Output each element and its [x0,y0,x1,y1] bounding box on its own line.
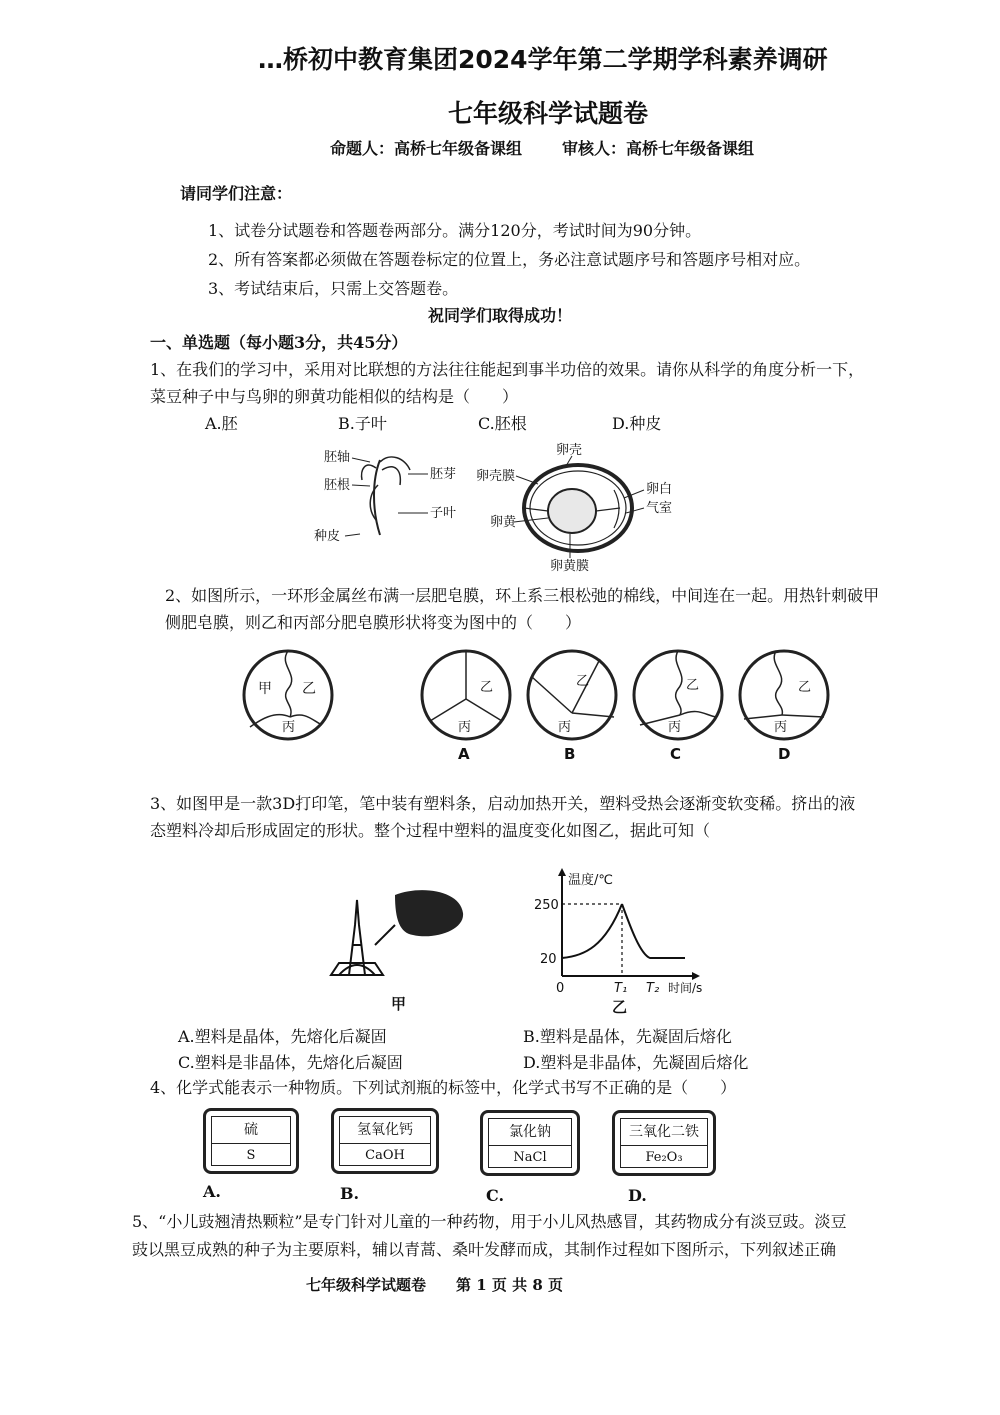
q5-line1: 5、“小儿豉翘清热颗粒”是专门针对儿童的一种药物，用于小儿风热感冒，其药物成分有淡豆豉。淡豆 [132,1212,847,1231]
film-option-b-letter: B [564,745,576,763]
graph-t1: T₁ [614,981,628,996]
q3-line1: 3、如图甲是一款3D打印笔，笔中装有塑料条，启动加热开关，塑料受热会逐渐变软变稀。挤出的液 [150,794,856,813]
q1-option-d: D.种皮 [612,414,662,433]
graph-origin: 0 [556,981,565,996]
q3-option-a: A.塑料是晶体，先熔化后凝固 [178,1027,387,1046]
reagent-d-name: 三氧化二铁 [621,1119,707,1146]
exam-reviewer: 审核人：高桥七年级备课组 [562,139,755,158]
film-option-d-letter: D [778,745,791,763]
film-b-label-yi: 乙 [576,674,590,689]
seed-label-seed-coat: 种皮 [314,529,341,544]
egg-label-shell: 卵壳 [556,443,583,458]
seed-diagram [310,440,470,552]
reagent-a-formula: S [246,1148,256,1163]
reagent-c-formula: NaCl [513,1150,547,1165]
egg-label-yolk-membrane: 卵黄膜 [550,559,590,572]
film-label-bing: 丙 [282,720,296,735]
reagent-c-name: 氯化钠 [489,1119,571,1146]
exam-title-line1: …桥初中教育集团2024学年第二学期学科素养调研 [258,45,828,74]
graph-ylabel: 温度/℃ [568,873,613,888]
graph-xlabel: 时间/s [668,981,703,995]
soap-film-option-b [528,651,616,763]
exam-title-line2: 七年级科学试题卷 [448,99,649,128]
q3-option-d: D.塑料是非晶体，先凝固后熔化 [523,1053,749,1072]
egg-label-white: 卵白 [646,482,673,497]
soap-film-figures [230,645,850,765]
q4-option-b: B. [340,1184,360,1203]
film-a-label-bing: 丙 [458,720,472,735]
soap-film-original [244,651,332,739]
film-d-label-yi: 乙 [798,680,812,695]
seed-label-plumule: 胚芽 [430,467,457,482]
q4-option-d: D. [628,1186,647,1205]
film-b-label-bing: 丙 [558,720,572,735]
egg-diagram [474,438,680,572]
egg-label-air-sac: 气室 [646,501,673,516]
reagent-b-formula: CaOH [365,1148,405,1163]
film-label-jia: 甲 [258,681,272,697]
q3-option-b: B.塑料是晶体，先凝固后熔化 [523,1027,732,1046]
egg-label-yolk: 卵黄 [490,515,517,530]
q1-option-b: B.子叶 [338,414,387,433]
seed-label-cotyledon: 子叶 [430,506,457,521]
fig-jia-caption: 甲 [391,995,407,1013]
q5-line2: 豉以黑豆成熟的种子为主要原料，辅以青蒿、桑叶发酵而成，其制作过程如下图所示，下列叙述正确 [132,1240,837,1259]
notice-item-2: 2、所有答案都必须做在答题卷标定的位置上，务必注意试题序号和答题序号相对应。 [208,250,811,269]
q4-option-a: A. [203,1182,221,1201]
notice-heading: 请同学们注意： [180,184,293,203]
seed-label-radicle: 胚根 [324,478,351,493]
q1-line2: 菜豆种子中与鸟卵的卵黄功能相似的结构是（ ） [150,387,519,406]
reagent-label-c [480,1110,580,1176]
q2-line2: 侧肥皂膜，则乙和丙部分肥皂膜形状将变为图中的（ ） [165,613,582,632]
pen-tower-figure [325,885,475,1015]
q4-option-c: C. [486,1186,505,1205]
film-a-label-yi: 乙 [480,680,494,695]
q3-option-c: C.塑料是非晶体，先熔化后凝固 [178,1053,403,1072]
exam-setter: 命题人：高桥七年级备课组 [330,139,523,158]
graph-t2: T₂ [646,981,660,996]
q1-line1: 1、在我们的学习中，采用对比联想的方法往往能起到事半功倍的效果。请你从科学的角度分析一下， [150,360,865,379]
film-c-label-yi: 乙 [686,678,700,693]
graph-y-low: 20 [540,952,557,967]
graph-y-high: 250 [534,898,559,913]
reagent-a-name: 硫 [212,1117,290,1144]
q3-line2: 态塑料冷却后形成固定的形状。整个过程中塑料的温度变化如图乙，据此可知（ [150,821,711,840]
film-d-label-bing: 丙 [774,720,788,735]
film-c-label-bing: 丙 [668,720,682,735]
film-option-a-letter: A [458,745,470,763]
section1-heading: 一、单选题（每小题3分，共45分） [150,333,408,352]
notice-item-3: 3、考试结束后，只需上交答题卷。 [208,279,459,298]
page-footer: 七年级科学试题卷 第 1 页 共 8 页 [306,1276,563,1294]
notice-item-1: 1、试卷分试题卷和答题卷两部分。满分120分，考试时间为90分钟。 [208,221,702,240]
temperature-graph [530,866,725,1016]
fig-yi-caption: 乙 [612,998,628,1016]
q4-line1: 4、化学式能表示一种物质。下列试剂瓶的标签中，化学式书写不正确的是（ ） [150,1078,737,1097]
egg-label-shell-membrane: 卵壳膜 [476,469,516,484]
notice-wish: 祝同学们取得成功！ [428,306,573,325]
reagent-d-formula: Fe₂O₃ [645,1150,683,1165]
film-option-c-letter: C [670,745,682,763]
reagent-b-name: 氢氧化钙 [340,1117,430,1144]
q1-option-c: C.胚根 [478,414,527,433]
film-label-yi: 乙 [302,681,316,697]
reagent-label-a [203,1108,299,1174]
q2-line1: 2、如图所示，一环形金属丝布满一层肥皂膜，环上系三根松弛的棉线，中间连在一起。用热针刺破甲 [165,586,880,605]
soap-film-option-d [740,651,828,763]
reagent-label-b [331,1108,439,1174]
soap-film-option-a [422,651,510,763]
q1-option-a: A.胚 [205,414,238,433]
soap-film-option-c [634,651,722,763]
seed-label-hypocotyl: 胚轴 [324,450,351,465]
reagent-label-d [612,1110,716,1176]
